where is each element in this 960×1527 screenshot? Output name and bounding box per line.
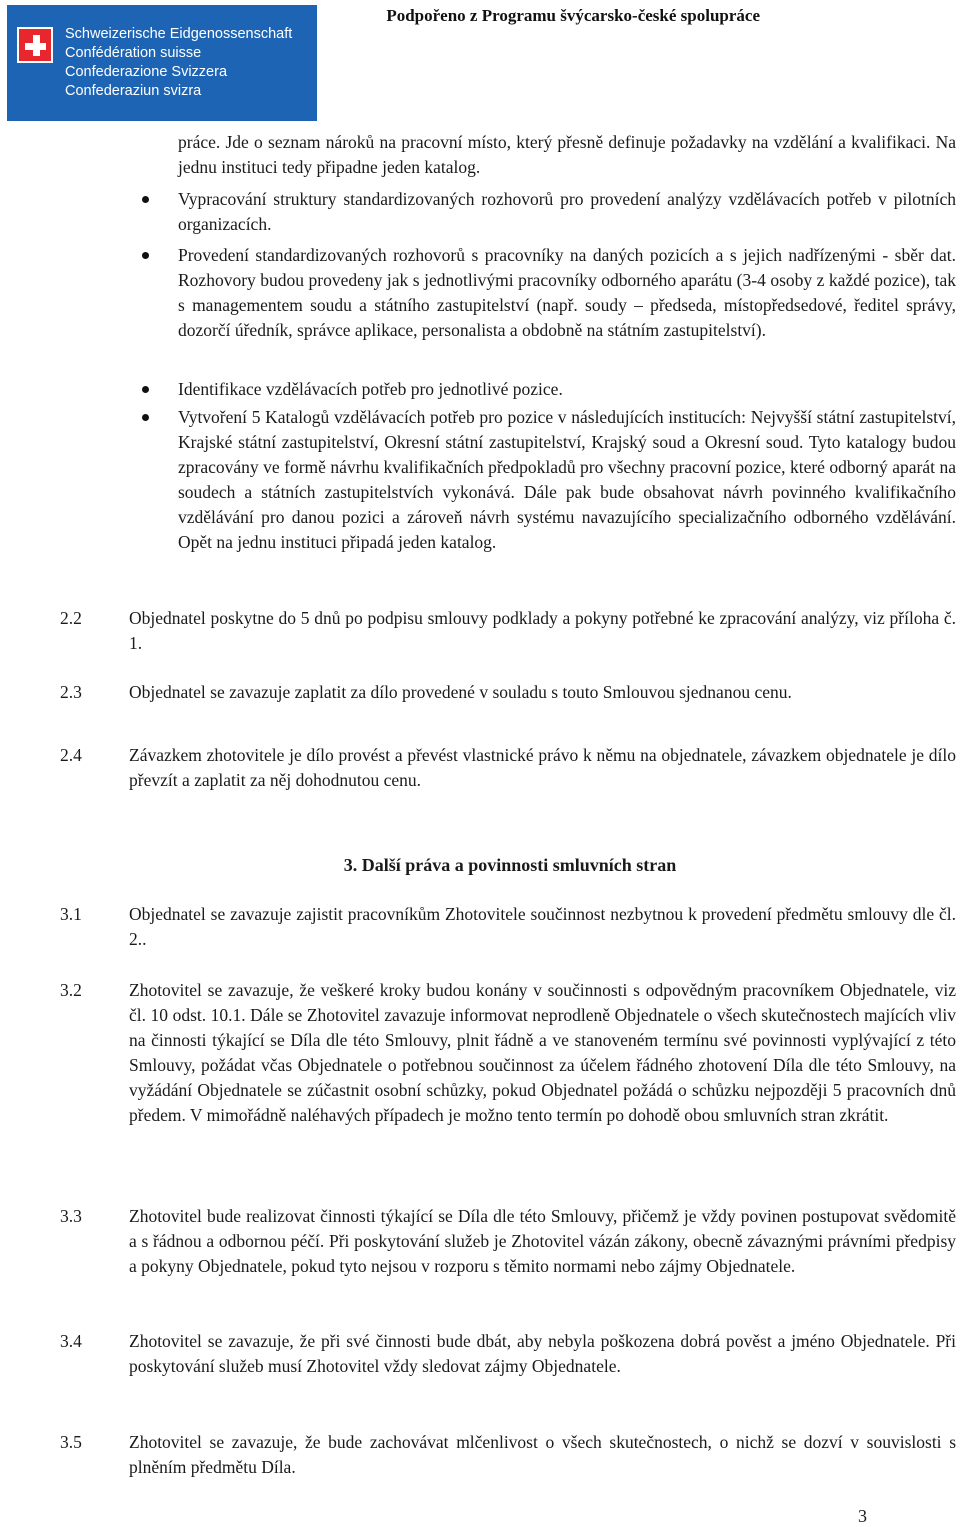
clause-number: 3.5: [60, 1432, 82, 1452]
list-item-text: Identifikace vzdělávacích potřeb pro jednotlivé pozice.: [178, 379, 563, 399]
clause-text: Zhotovitel se zavazuje, že při své činnosti bude dbát, aby nebyla poškozena dobrá pověst a jméno Objednatele. Při poskytování služeb musí Zhotovitel vždy sledovat zájmy Objednatele.: [129, 1331, 956, 1376]
swiss-cross-icon: [17, 27, 53, 63]
swiss-confederation-logo: [7, 5, 317, 121]
clause-number: 3.2: [60, 980, 82, 1000]
header-title: Podpořeno z Programu švýcarsko-české spolupráce: [386, 6, 760, 25]
bullet-icon: [142, 252, 149, 259]
clause-text: Závazkem zhotovitele je dílo provést a převést vlastnické právo k němu na objednatele, závazkem objednatele je dílo převzít a zaplatit za něj dohodnutou cenu.: [129, 745, 956, 790]
clause-text: Zhotovitel bude realizovat činnosti týkající se Díla dle této Smlouvy, přičemž je vždy povinen postupovat svědomitě a s řádnou a odbornou péčí. Při poskytování služeb je Zhotovitel vázán zákony, obecně závaznými právními předpisy a pokyny Objednatele, pokud tyto nejsou v rozporu s těmito normami nebo zájmy Objednatele.: [129, 1206, 956, 1276]
clause-number: 3.4: [60, 1331, 82, 1351]
clause-text: Objednatel se zavazuje zaplatit za dílo provedené v souladu s touto Smlouvou sjednanou cenu.: [129, 682, 792, 702]
intro-paragraph: práce. Jde o seznam nároků na pracovní místo, který přesně definuje požadavky na vzdělání a kvalifikaci. Na jednu instituci tedy připadne jeden katalog.: [178, 132, 956, 177]
list-item: [178, 377, 956, 402]
page-number: 3: [858, 1506, 867, 1526]
logo-line: Confederazione Svizzera: [65, 64, 228, 80]
clause-text: Objednatel se zavazuje zajistit pracovníkům Zhotovitele součinnost nezbytnou k provedení předmětu smlouvy dle čl. 2..: [129, 904, 956, 949]
clause-number: 2.2: [60, 608, 82, 628]
list-item-text: Vytvoření 5 Katalogů vzdělávacích potřeb pro pozice v následujících institucích: Nejvyšší státní zastupitelství, Krajské státní zastupitelství, Okresní státní zastupitelství, Krajský soud a Okresní soud. Tyto katalogy budou zpracovány ve formě návrhu kvalifikačních předpokladů pro všechny pracovní pozice, které odborný aparát na soudech a státních zastupitelstvích vykonává. Dále pak bude obsahovat návrh povinného kvalifikačního vzdělávání pro danou pozici a zároveň návrh systému navazujícího specializačního odborného vzdělávání. Opět na jednu instituci připadá jeden katalog.: [178, 407, 956, 552]
list-item: [178, 405, 956, 555]
clause-number: 3.1: [60, 904, 82, 924]
list-item: [178, 187, 956, 237]
list-item-text: Provedení standardizovaných rozhovorů s pracovníky na daných pozicích a s jejich nadřízenými - sběr dat. Rozhovory budou provedeny jak s jednotlivými pracovníky odborného aparátu (3-4 osoby z každé pozice), tak s managementem soudu a státního zastupitelství (např. soudy – předseda, místopředsedové, ředitel správy, dozorčí úředník, správce aplikace, personalista a obdobně na státním zastupitelství).: [178, 245, 956, 340]
bullet-icon: [142, 414, 149, 421]
list-item: [178, 243, 956, 343]
section-heading: 3. Další práva a povinnosti smluvních stran: [343, 855, 677, 875]
logo-text: [65, 25, 292, 101]
logo-line: Schweizerische Eidgenossenschaft: [65, 26, 293, 42]
logo-line: Confédération suisse: [65, 45, 202, 61]
bullet-icon: [142, 386, 149, 393]
clause-number: 2.4: [60, 745, 82, 765]
bullet-icon: [142, 196, 149, 203]
clause-text: Zhotovitel se zavazuje, že veškeré kroky budou konány v součinnosti s odpovědným pracovníkem Objednatele, viz čl. 10 odst. 10.1. Dále se Zhotovitel zavazuje informovat neprodleně Objednatele o všech skutečnostech majících vliv na činnosti týkající se Díla dle této Smlouvy, plnit řádně a ve stanoveném termínu své povinnosti vyplývající z této Smlouvy, požádat včas Objednatele o potřebnou součinnost za účelem řádného zhotovení Díla dle této Smlouvy, na vyžádání Objednatele se zúčastnit osobní schůzky, pokud Objednatel požádá o schůzku nejpozději 5 pracovních dnů předem. V mimořádně naléhavých případech je možno tento termín po dohodě obou smluvních stran zkrátit.: [129, 980, 956, 1125]
clause-text: Objednatel poskytne do 5 dnů po podpisu smlouvy podklady a pokyny potřebné ke zpracování analýzy, viz příloha č. 1.: [129, 608, 956, 653]
list-item-text: Vypracování struktury standardizovaných rozhovorů pro provedení analýzy vzdělávacích potřeb v pilotních organizacích.: [178, 189, 956, 234]
clause-number: 2.3: [60, 682, 82, 702]
logo-line: Confederaziun svizra: [65, 83, 202, 99]
clause-text: Zhotovitel se zavazuje, že bude zachovávat mlčenlivost o všech skutečnostech, o nichž se dozví v souvislosti s plněním předmětu Díla.: [129, 1432, 956, 1477]
clause-number: 3.3: [60, 1206, 82, 1226]
